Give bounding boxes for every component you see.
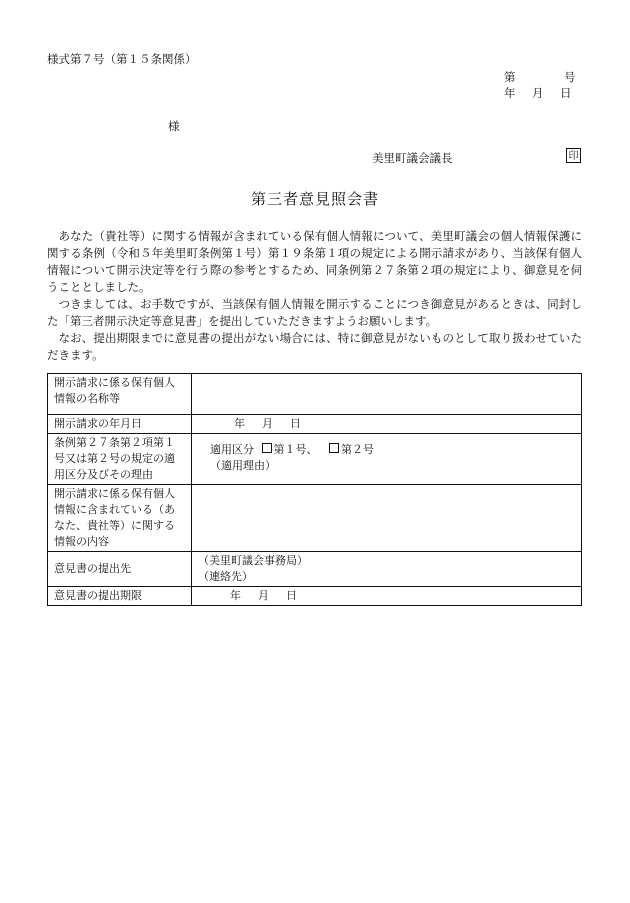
number-prefix: 第 (504, 70, 516, 84)
value-submission-destination (192, 552, 582, 587)
document-number (504, 69, 576, 85)
body-paragraph: あなた（貴社等）に関する情報が含まれている保有個人情報について、美里町議会の個人情報保護に関する条例（令和５年美里町条例第１号）第１９条第１項の規定による開示請求があり、当該保有個人情報について開示決定等を行う際の参考とするため、同条例第２７条第２項の規定により、御意見を伺うこととしました。 (47, 229, 582, 294)
addressee-honorific: 様 (168, 119, 180, 133)
row-label-submission-deadline: 意見書の提出期限 (48, 587, 192, 606)
body-paragraph: なお、提出期限までに意見書の提出がない場合には、特に御意見がないものとして取り扱わせていただきます。 (47, 331, 582, 362)
document-date (504, 85, 572, 101)
category-line (210, 442, 575, 458)
table-row (48, 587, 582, 606)
checkbox-icon[interactable] (262, 443, 272, 453)
table-row (48, 415, 582, 434)
row-label-category: 条例第２７条第２項第１号又は第２号の規定の適用区分及びその理由 (48, 434, 192, 485)
category-label: 適用区分 (210, 443, 254, 456)
destination-contact: （連絡先） (198, 570, 253, 583)
date-day: 日 (560, 86, 572, 100)
table-row (48, 374, 582, 415)
request-month: 月 (262, 417, 273, 430)
deadline-day: 日 (286, 589, 297, 602)
value-category (192, 434, 582, 485)
deadline-year: 年 (230, 589, 241, 602)
date-year: 年 (504, 86, 516, 100)
destination-office: （美里町議会事務局） (198, 554, 308, 567)
number-suffix: 号 (564, 70, 576, 84)
form-number-label: 様式第７号（第１５条関係） (47, 52, 197, 66)
row-label-submission-destination: 意見書の提出先 (48, 552, 192, 587)
seal-mark: 印 (566, 148, 581, 163)
value-info-content (192, 485, 582, 552)
value-submission-deadline (192, 587, 582, 606)
row-label-request-date: 開示請求の年月日 (48, 415, 192, 434)
body-text (47, 228, 582, 364)
row-label-info-content: 開示請求に係る保有個人情報に含まれている（あなた、貴社等）に関する情報の内容 (48, 485, 192, 552)
request-year: 年 (234, 417, 245, 430)
body-paragraph: つきましては、お手数ですが、当該保有個人情報を開示することにつき御意見があるときは、同封した「第三者開示決定等意見書」を提出していただきますようお願いします。 (47, 297, 582, 328)
sender-name: 美里町議会議長 (372, 151, 453, 165)
date-month: 月 (532, 86, 544, 100)
row-label-info-name: 開示請求に係る保有個人情報の名称等 (48, 374, 192, 415)
table-row (48, 485, 582, 552)
table-row (48, 552, 582, 587)
deadline-month: 月 (258, 589, 269, 602)
value-request-date (192, 415, 582, 434)
category-reason: （適用理由） (210, 459, 276, 472)
category-option-1: 第１号、 (273, 443, 318, 456)
document-title: 第三者意見照会書 (250, 190, 379, 208)
value-info-name (192, 374, 582, 415)
request-day: 日 (290, 417, 301, 430)
inquiry-table (47, 373, 582, 606)
category-option-2: 第２号 (341, 443, 374, 456)
checkbox-icon[interactable] (329, 443, 339, 453)
table-row (48, 434, 582, 485)
